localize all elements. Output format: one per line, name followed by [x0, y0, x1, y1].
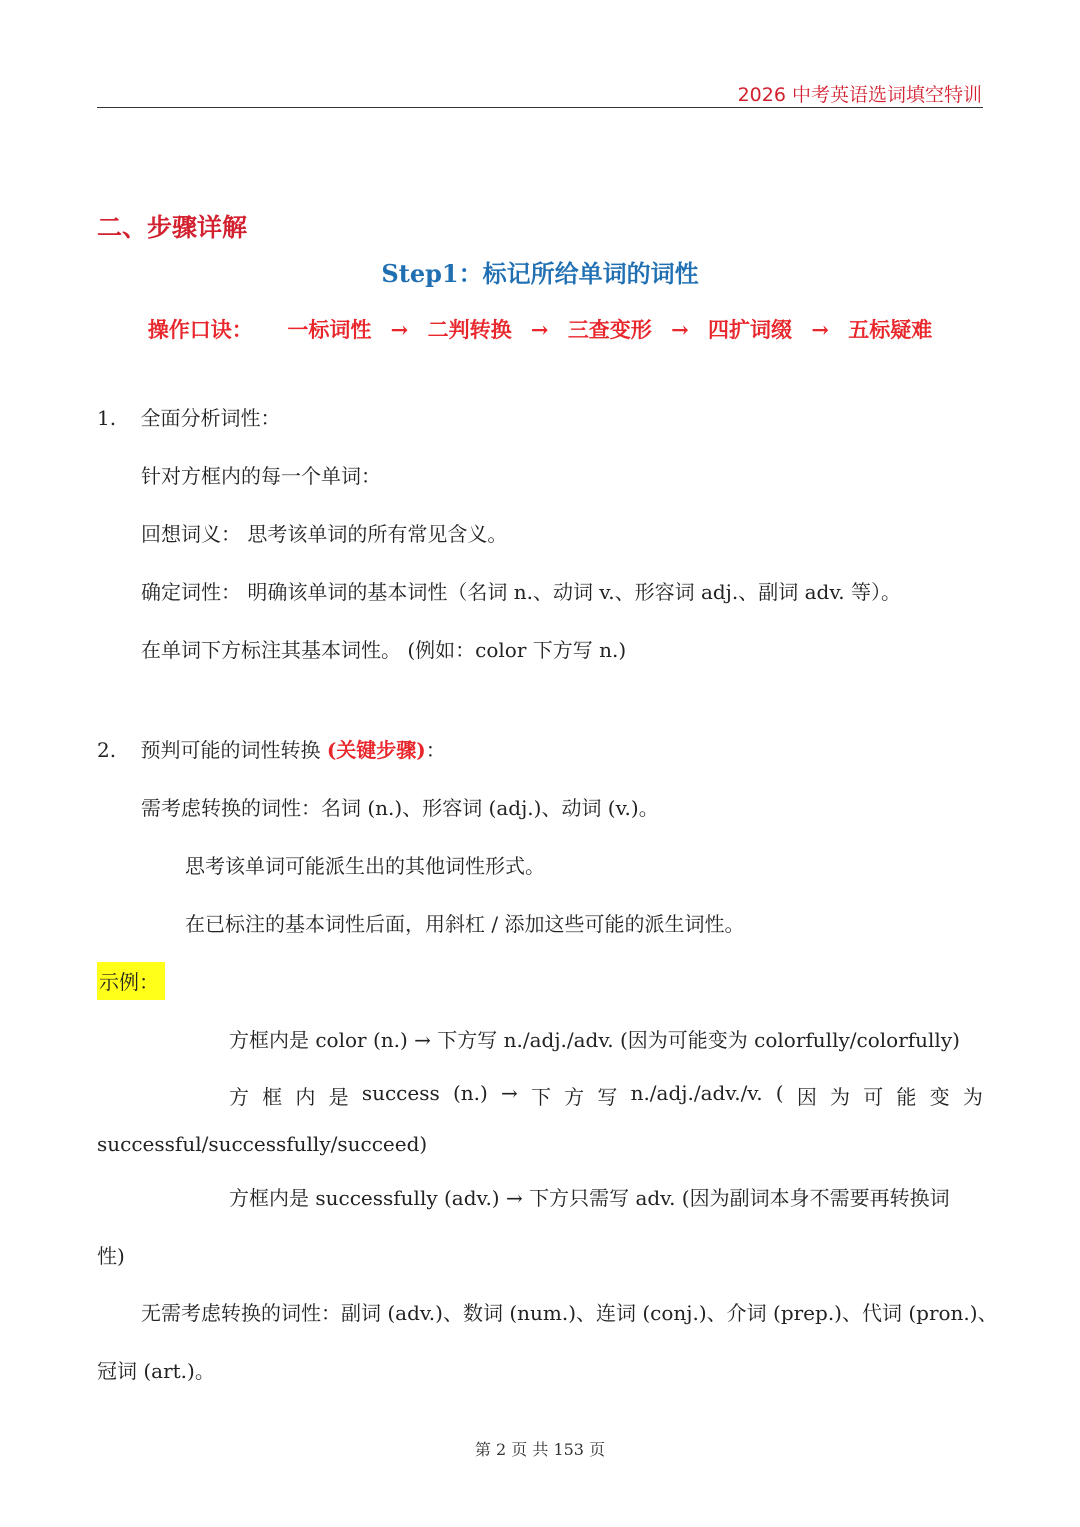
arrow-icon: →	[811, 317, 829, 342]
document-header-title: 2026 中考英语选词填空特训	[737, 84, 982, 106]
example-label	[97, 966, 165, 995]
mnemonic-step: 一标词性	[287, 317, 372, 342]
word: (n.)	[452, 1081, 488, 1105]
word: 能	[896, 1085, 917, 1109]
no-convert-line: 无需考虑转换的词性：副词 (adv.)、数词 (num.)、连词 (conj.)、介词 (prep.)、代词 (pron.)、	[141, 1301, 998, 1325]
item1-line: 确定词性： 明确该单词的基本词性（名词 n.、动词 v.、形容词 adj.、副词 adv. 等）。	[141, 580, 901, 604]
mnemonic-label: 操作口诀：	[147, 317, 253, 342]
item2-line: 思考该单词可能派生出的其他词性形式。	[185, 854, 545, 878]
word: 变	[929, 1085, 950, 1109]
item1-line: 回想词义： 思考该单词的所有常见含义。	[141, 522, 508, 546]
word: (	[775, 1081, 784, 1105]
mnemonic-step: 四扩词缀	[708, 317, 793, 342]
example-label-highlight: 示例：	[97, 962, 165, 1000]
example-justified-line	[229, 1081, 983, 1110]
arrow-icon: →	[671, 317, 689, 342]
word: 是	[328, 1085, 349, 1109]
key-step-tag: (关键步骤)	[326, 738, 426, 762]
word: 框	[262, 1085, 283, 1109]
word: 为	[962, 1085, 983, 1109]
item-number: 2.	[97, 738, 117, 762]
mnemonic-step: 三查变形	[567, 317, 652, 342]
word: 写	[597, 1085, 618, 1109]
example-line-continued: successful/successfully/succeed)	[97, 1132, 428, 1156]
item2-line: 需考虑转换的词性：名词 (n.)、形容词 (adj.)、动词 (v.)。	[141, 796, 659, 820]
header-divider	[97, 107, 983, 108]
item2-heading	[97, 734, 446, 763]
example-line-continued: 性)	[97, 1244, 125, 1268]
word: 方	[564, 1085, 585, 1109]
arrow-icon: →	[500, 1081, 518, 1105]
word: 因	[796, 1085, 817, 1109]
no-convert-line-continued: 冠词 (art.)。	[97, 1359, 215, 1383]
item-heading-text: 预判可能的词性转换	[140, 738, 321, 762]
item2-line: 在已标注的基本词性后面，用斜杠 / 添加这些可能的派生词性。	[185, 912, 745, 936]
arrow-icon: →	[390, 317, 409, 342]
section-title: 二、步骤详解	[97, 213, 248, 242]
page-number: 第 2 页 共 153 页	[474, 1440, 606, 1459]
example-line: 方框内是 successfully (adv.) → 下方只需写 adv. (因为副词本身不需要再转换词	[229, 1186, 950, 1210]
word: 为	[830, 1085, 851, 1109]
item1-line: 针对方框内的每一个单词：	[141, 464, 381, 488]
word: n./adj./adv./v.	[630, 1081, 763, 1105]
word: 下	[530, 1085, 551, 1109]
word: 内	[295, 1085, 316, 1109]
word: success	[361, 1081, 440, 1105]
arrow-icon: →	[530, 317, 549, 342]
item-heading-text: 全面分析词性：	[140, 406, 281, 430]
item1-heading	[97, 402, 280, 431]
heading-colon: ：	[425, 738, 446, 762]
word: 可	[863, 1085, 884, 1109]
example-line: 方框内是 color (n.) → 下方写 n./adj./adv. (因为可能变为 colorfully/colorfully)	[229, 1028, 960, 1052]
step-title: Step1：标记所给单词的词性	[381, 259, 699, 288]
word: 方	[229, 1085, 249, 1109]
item-number: 1.	[97, 406, 117, 430]
mnemonic-step: 二判转换	[427, 317, 512, 342]
item1-line: 在单词下方标注其基本词性。 (例如：color 下方写 n.)	[141, 638, 627, 662]
mnemonic-step: 五标疑难	[848, 317, 933, 342]
mnemonic-line	[0, 314, 1080, 344]
